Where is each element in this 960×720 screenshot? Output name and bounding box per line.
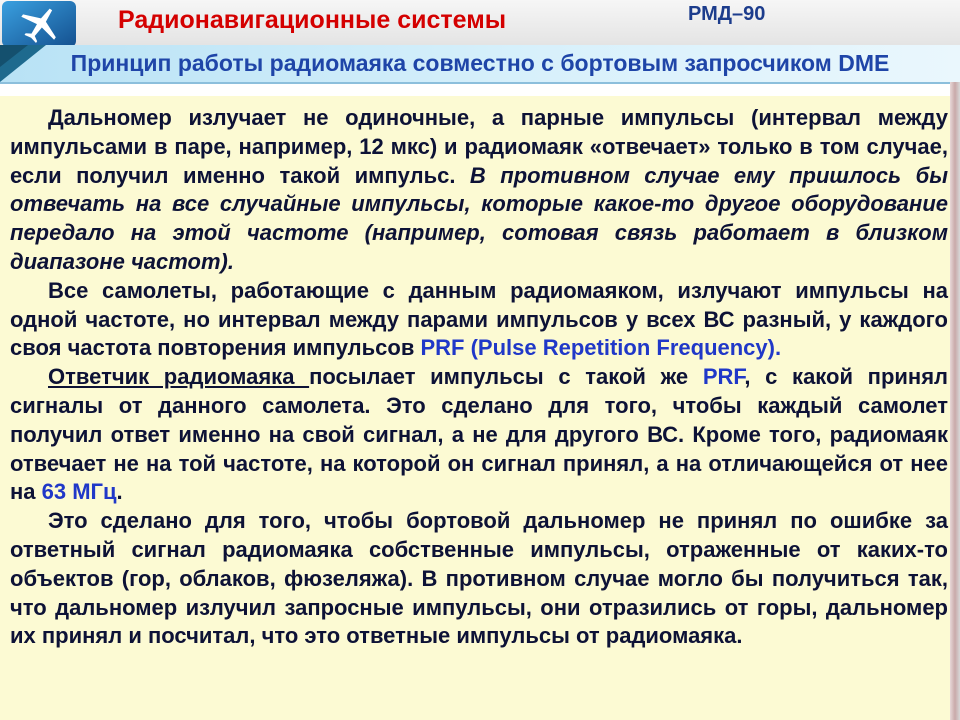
right-edge-stripe xyxy=(950,82,960,720)
paragraph-3-text: посылает импульсы с такой же xyxy=(309,364,703,390)
paragraph-1-italic-text: В противном случае ему пришлось бы отвечать на все случайные импульсы, которые какое-то другое оборудование передало на этой частоте (например, сотовая связь работает в близком диапазоне частот). xyxy=(10,162,948,274)
section-title: Радионавигационные системы xyxy=(118,6,507,34)
paragraph-1-text: Дальномер излучает не одиночные, а парные импульсы (интервал между импульсами в паре, например, 12 мкс) и радиомаяк «отвечает» только в том случае, если получил именно такой импульс. xyxy=(10,105,948,188)
paragraph-3-underlined-term: Ответчик радиомаяка xyxy=(48,364,310,390)
content-box xyxy=(0,96,950,720)
paragraph-2 xyxy=(10,277,948,363)
paragraph-2-highlight-prf: PRF (Pulse Repetition Frequency). xyxy=(420,335,782,361)
paragraph-4 xyxy=(10,507,948,651)
paragraph-3 xyxy=(10,363,948,507)
subtitle-band xyxy=(0,45,960,84)
paragraph-3-highlight-frequency: 63 МГц xyxy=(41,479,117,505)
slide-subtitle: Принцип работы радиомаяка совместно с бортовым запросчиком DME xyxy=(70,50,890,76)
airplane-logo-icon xyxy=(0,0,80,50)
paragraph-4-text: Это сделано для того, чтобы бортовой дальномер не принял по ошибке за ответный сигнал радиомаяка собственные импульсы, отраженные от каких-то объектов (гор, облаков, фюзеляжа). В противном случае могло бы получиться так, что дальномер излучил запросные импульсы, они отразились от горы, дальномер их принял и посчитал, что это ответные импульсы от радиомаяка. xyxy=(10,508,948,649)
paragraph-2-text: Все самолеты, работающие с данным радиомаяком, излучают импульсы на одной частоте, но интервал между парами импульсов у всех ВС разный, у каждого своя частота повторения импульсов xyxy=(10,277,948,361)
paragraph-3-text: , с какой принял сигналы от данного самолета. Это сделано для того, чтобы каждый самолет получил ответ именно на свой сигнал, а не для другого ВС. Кроме того, радиомаяк отвечает не на той частоте, на которой он сигнал принял, а на отличающейся от нее на xyxy=(10,364,949,505)
course-code: РМД–90 xyxy=(688,3,766,25)
paragraph-1 xyxy=(10,104,948,277)
slide-header xyxy=(0,0,960,45)
content-text xyxy=(10,104,948,651)
paragraph-3-text: . xyxy=(116,479,123,505)
paragraph-3-highlight-prf: PRF xyxy=(702,364,745,390)
